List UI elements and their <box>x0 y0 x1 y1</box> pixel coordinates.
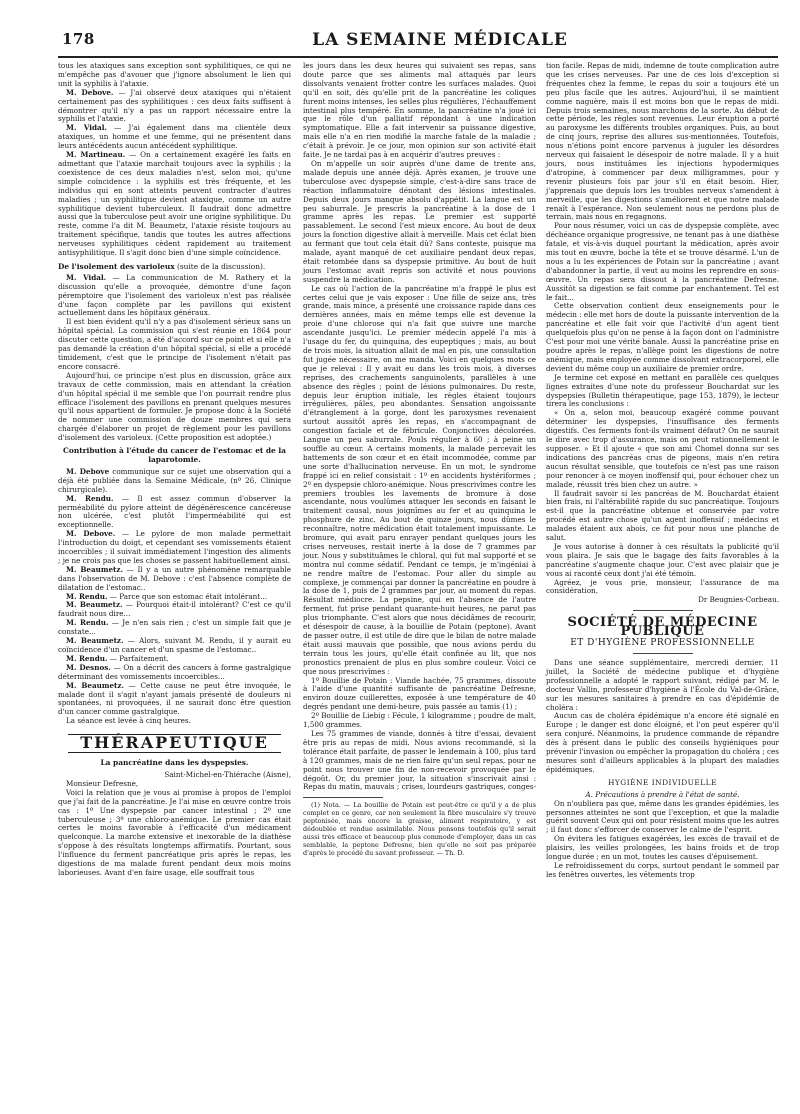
speaker-name: M. Vidal. <box>66 123 107 133</box>
paragraph: Aucun cas de choléra épidémique n'a encore été signalé en Europe ; le danger est donc éloigné, et l'on peut espérer qu'il sera conjuré. Néanmoins, la prudence commande de répandre dès à présent dans le public des conseils hygiéniques pour prévenir l'invasion ou empêcher la propagation du choléra ; ces mesures sont d'ailleurs applicables à la plupart des maladies épidémiques. <box>546 711 779 774</box>
letter-salutation: Monsieur Defresne, <box>66 778 139 788</box>
speaker-name: M. Beaumetz. <box>66 680 124 690</box>
speaker-name: M. Desnos. <box>66 662 111 672</box>
quotation: « On a, selon moi, beaucoup exagéré comme pouvant déterminer les dyspepsies, l'insuffisance des ferments digestifs. Ces ferments font-ils vraiment défaut? On ne saurait le dire avec trop d'assurance, mais on peut rationnellement le supposer. » Et il ajoute « que son ami Chomel donna sur ses indications des pancréas crus de pigeons, mais n'en retira aucun résultat sensible, que toutefois ce n'est pas une raison pour renoncer à ce moyen inoffensif qui, pour échouer chez un malade, réussit très bien chez un autre. » <box>546 408 779 489</box>
paragraph <box>58 664 291 682</box>
speech-text: — Parce que son estomac était intolérant... <box>107 591 268 601</box>
speech-text: — Parfaitement. <box>107 653 169 663</box>
paragraph: Voici la relation que je vous ai promise à propos de l'emploi que j'ai fait de la pancréatine. Je l'ai mise en œuvre contre trois cas : 1º Une dyspepsie par cancer intestinal ; 2º une tuberculeuse ; 3º une chloro-anémique. Le premier cas était certes le moins favorable à l'efficacité d'un médicament quelconque. La marche extensive et inexorable de la diathèse s'oppose à des résultats longtemps affirmatifs. Pourtant, sous l'influence du ferment pancréatique pris après le repas, les digestions de ma malade furent pendant deux mois moins laborieuses. Avant d'en faire usage, elle souffrait tous <box>58 787 291 877</box>
speech-text: — Cette cause ne peut être invoquée, le malade dont il s'agit n'ayant jamais présenté de douleurs ni spontanées, ni provoquées, il ne saurait donc être question d'un cancer comme gastralgique. <box>58 680 292 717</box>
paragraph <box>58 495 291 531</box>
paragraph: On m'appelle un soir auprès d'une dame de trente ans, malade depuis une année déjà. Après examen, je trouve une tuberculose avec dyspepsie simple, c'est-à-dire sans trace de réaction inflammatoire dénotant des lésions intestinales. Depuis deux jours manque absolu d'appétit. La langue est un peu saburrale. Je prescris la pancréatine à la dose de 1 gramme après les repas. Le premier est supporté passablement. Le second l'est mieux encore. Au bout de deux jours la fonction digestive allait à merveille. Mais cet éclat bien au fermant que tout cela était dû? Sans conteste, puisque ma malade, ayant manqué de cet auxiliaire pendant deux repas, était retombée dans sa dyspepsie primitive. Au bout de huit jours l'estomac avait repris son activité et nous pouvions suspendre la médication. <box>303 158 536 284</box>
speech-text: — On a certainement exagéré les faits en admettant que l'ataxie marchait toujours avec la syphilis ; la coexistence de ces deux maladies n'est, selon moi, qu'une simple coïncidence : la syphilis est très fréquente, et les individus qui en sont atteints peuvent contracter d'autres maladies ; un syphilitique devient ataxique, comme un autre syphilitique devient tuberculeux. Il faudrait donc admettre aussi que la tuberculose peut avoir une origine syphilitique. Du reste, comme l'a dit M. Beaumetz, l'ataxie résiste toujours au traitement spécifique, tandis que toutes les autres affections nerveuses syphilitiques cèdent rapidement au traitement antisyphilitique. Il s'agit donc bien d'une simple coïncidence. <box>58 150 291 258</box>
paragraph <box>58 566 291 593</box>
speaker-name: M. Beaumetz. <box>66 600 123 610</box>
speech-text: communique sur ce sujet une observation qui a déjà été publiée dans la Semaine Médicale, (nº 26, Clinique chirurgicale). <box>58 466 291 494</box>
paragraph: Agréez, je vous prie, monsieur, l'assurance de ma considération, <box>546 577 779 596</box>
divider <box>633 610 693 611</box>
article-subtitle: La pancréatine dans les dyspepsies. <box>100 758 249 768</box>
society-subtitle: ET D'HYGIÈNE PROFESSIONNELLE <box>570 638 755 649</box>
paragraph: Cette observation contient deux enseignements pour le médecin : elle met hors de doute la puissante intervention de la pancréatine et elle fait voir que l'activité d'un agent tient quelquefois plus qu'on ne pense à la façon dont on l'administre C'est pour moi une vérité banale. Aussi la pancréatine prise en poudre après le repas, n'allège point les digestions de notre anémique, mais employée comme dissolvant extracorporel, elle devient du même coup un auxiliaire de premier ordre. <box>546 301 779 373</box>
speech-text: — Pourquoi était-il intolérant? C'est ce qu'il faudrait nous dire... <box>58 600 291 619</box>
letter-place: Saint-Michel-en-Thiérache (Aisne), <box>164 769 291 779</box>
speaker-name: M. Rendu. <box>66 618 109 628</box>
paragraph <box>58 274 291 319</box>
speech-text: — Je n'en sais rien ; c'est un simple fait que je constate... <box>58 618 291 637</box>
paragraph: Le refroidissement du corps, surtout pendant le sommeil par les fenêtres ouvertes, les vêtements trop <box>546 860 779 879</box>
speaker-name: M. Vidal. <box>66 272 107 282</box>
footnote: (1) Nota. — La bouillie de Potain est peut-être ce qu'il y a de plus complet en ce genre, car non seulement la fibre musculaire s'y trouve peptonisée, mais encore la graisse, aliment respiratoire, y est dédoublée et rendue assimilable. Nous pensons toutefois qu'il serait aussi très efficace et beaucoup plus commode d'employer, dans un cas semblable, la peptone Defresne, bien qu'elle ne soit pas préparée d'après le procédé du savant professeur. — Th. D. <box>303 801 536 858</box>
paragraph: Pour nous résumer, voici un cas de dyspepsie complète, avec déchéance organique progressive, ne tenant pas à une diathèse fatale, et vis-à-vis duquel pourtant la médication, après avoir mis tout en œuvre, boche la tête et se trouve désarmé. L'un de nous a lu les expériences de Potain sur la pancréatine ; avant d'abandonner la partie, il veut au moins les reprendre en sous-œuvre. Un repas sera dissout à la pancréatine Defresne. Aussitôt sa digestion se fait comme par enchantement. Tel est le fait... <box>546 221 779 302</box>
speaker-name: M. Martineau. <box>66 150 126 160</box>
paragraph <box>58 124 291 151</box>
section-title: De l'isolement des varioleux <box>58 261 175 271</box>
paragraph <box>58 682 291 718</box>
subsection-heading: A. Précautions à prendre à l'état de santé. <box>585 789 740 799</box>
paragraph: tous les ataxiques sans exception sont syphilitiques, ce qui ne m'empêche pas d'avouer que j'ignore absolument le lien qui unit la syphilis à l'ataxie. <box>58 61 291 88</box>
paragraph: Il faudrait savoir si les pancréas de M. Bouchardat étaient bien frais, ni l'altérabilité rapide du suc pancréatique. Toujours est-il que la pancréatine obtenue et conservée par votre procédé est autre chose qu'un agent inoffensif ; médecins et malades étaient aux abois, ce fut pour nous une planche de salut. <box>546 488 779 543</box>
section-suffix: (suite de la discussion). <box>174 261 266 271</box>
paragraph <box>58 151 291 258</box>
paragraph: les jours dans les deux heures qui suivaient ses repas, sans doute parce que ses aliments mal attaqués par leurs dissolvants venaient frotter contre les surfaces malades. Quoi qu'il en soit, dès qu'elle prit de la pancréatine les coliques furent moins intenses, les selles plus régulières, l'échauffement intestinal plus tempéré. En somme, la pancréatine n'a joué ici que le rôle d'un palliatif répondant à une indication symptomatique. Elle a fait intervenir sa puissance digestive, mais elle n'a en rien modifié la marche fatale de la maladie ; c'était à prévoir. Je ce jour, mon opinion sur son activité était faite. Je ne tardai pas à en acquérir d'autres preuves : <box>303 61 536 160</box>
paragraph: Je termine cet exposé en mettant en parallèle ces quelques lignes extraites d'une note du professeur Bouchardat sur les dyspepsies (Bulletin thérapeutique, page 153, 1879), le lecteur tirera les conclusions : <box>546 372 779 409</box>
speech-text: — Il est assez commun d'observer la perméabilité du pylore atteint de dégénérescence cancéreuse non ulcérée, c'est plutôt l'imperméabilité qui est exceptionnelle. <box>58 493 291 530</box>
speaker-name: M. Rendu. <box>66 653 108 663</box>
therapeutique-title: THÉRAPEUTIQUE <box>68 734 281 753</box>
page-number: 178 <box>62 30 95 48</box>
divider <box>633 653 693 654</box>
paragraph: On n'oubliera pas que, même dans les grandes épidémies, les personnes atteintes ne sont que l'exception, et que la maladie guérit souvent Ceux qui ont pour résistent moins que les autres ; il faut donc s'efforcer de conserver le calme de l'esprit. <box>546 798 779 835</box>
paragraph: Il est bien évident qu'il n'y a pas d'isolement sérieux sans un hôpital spécial. La commission qui s'est réunie en 1864 pour discuter cette question, a été d'accord sur ce point et si elle n'a pas demandé la création d'un hôpital spécial, si elle a procédé timidement, c'est que le principe de l'isolement n'était pas encore consacré. <box>58 317 291 371</box>
paragraph: tion facile. Repas de midi, indemne de toute complication autre que les crises nerveuses. Par une de ces lois d'exception si fréquentes chez la femme, le repas du soir a toujours été un peu plus facile que les autres. Aujourd'hui, il se maintient comme naguère, mais il est moins bon que le repas de midi. Depuis trois semaines, nous marchons de la sorte. Au début de cette période, les règles sont revenues. Leur éruption a porté au paroxysme les différents troubles organiques. Puis, au bout de cinq jours, reprise des allures sus-mentionnées. Toutefois, nous n'étions point encore parvenus à juguler les désordres nerveux qui faisaient le désespoir de notre malade. Il y a huit jours, nous instituâmes les injections hypodermiques d'atropine, à commencer par deux milligrammes, pour y revenir plusieurs fois par jour s'il en était besoin. Hier, j'apprenais que depuis lors les troubles nerveux s'amendent à merveille, que les digestions s'améliorent et que notre malade renaît à l'espérance. Non seulement nous ne perdons plus de terrain, mais nous en regagnons. <box>546 61 779 222</box>
paragraph: La séance est levée à cinq heures. <box>66 716 191 726</box>
paragraph: Je vous autorise à donner à ces résultats la publicité qu'il vous plaira. Je sais que le bagage des faits favorables à la pancréatine s'augmente chaque jour. C'est avec plaisir que je vous ai raconté ceux dont j'ai été témoin. <box>546 541 779 578</box>
section-heading: Contribution à l'étude du cancer de l'estomac et de la laparotomie. <box>63 446 286 464</box>
footnote-rule <box>303 797 383 798</box>
prescription-item: 2º Bouillie de Liebig : Fécule, 1 kilogramme ; poudre de malt, 1,500 grammes. <box>303 711 536 730</box>
paragraph: Aujourd'hui, ce principe n'est plus en discussion, grâce aux travaux de cette commission, mais en attendant la création d'un hôpital spécial il me semble que l'on pourrait rendre plus efficace l'isolement des pavillons en prenant quelques mesures qu'il nous appartient de formuler. Je propose donc à la Société de nommer une commission de douze membres qui sera chargée d'élaborer un projet de règlement pour les pavillons d'isolement des varioleux. (Cette proposition est adoptée.) <box>58 370 291 443</box>
speech-text: — J'ai observé deux ataxiques qui n'étaient certainement pas des syphilitiques : ces deux faits suffisent à démontrer qu'il n'y a pas un rapport nécessaire entre la syphilis et l'ataxie. <box>58 87 291 124</box>
speaker-name: M. Rendu. <box>66 493 114 503</box>
speaker-name: M. Debove. <box>66 87 114 97</box>
speech-text: — Le pylore de mon malade permettait l'introduction du doigt, et cependant ses vomissements étaient incoercibles ; il suivait immédiatement l'ingestion des aliments ; je ne crois pas que les choses se passent habituellement ainsi. <box>58 529 291 565</box>
speech-text: — La communication de M. Rathery et la discussion qu'elle a provoquée, démontre d'une façon péremptoire que l'isolement des varioleux n'est pas réalisée d'une façon complète par les pavillons qui existent actuellement dans les hôpitaux généraux. <box>58 272 292 318</box>
paragraph: On évitera les fatigues exagérées, les excès de travail et de plaisirs, les veilles prolongées, les bains froids et de trop longue durée ; en un mot, toutes les causes d'épuisement. <box>546 834 779 862</box>
paragraph <box>58 468 291 495</box>
speaker-name: M. Debove. <box>66 529 116 539</box>
paragraph <box>58 89 291 125</box>
paragraph <box>58 619 291 637</box>
header-rule <box>58 56 778 58</box>
paragraph: Dans une séance supplémentaire, mercredi dernier, 11 juillet, la Société de médecine publique et d'hygiène professionnelle a adopté le rapport suivant, rédigé par M. le docteur Vallin, professeur d'hygiène à l'École du Val-de-Grâce, sur les mesures sanitaires à prendre en cas d'épidémie de choléra : <box>546 658 779 712</box>
paragraph <box>58 601 291 619</box>
paragraph: Les 75 grammes de viande, donnés à titre d'essai, devaient être pris au repas de midi. Nous avions recommandé, si la tolérance était parfaite, de passer le lendemain à 100, plus tard à 120 grammes, mais de ne rien faire qu'un seul repas, pour ne point nous trouver une fin de non-recevoir provoquée par le dégoût. Or, du premier jour, la situation s'inscrivait ainsi : Repas du matin, mauvais ; crises, lourdeurs gastriques, conges- <box>303 728 537 792</box>
column-2 <box>303 62 536 857</box>
signature: Dr Beugnies-Corbeau. <box>698 595 779 605</box>
speech-text: — J'ai également dans ma clientèle deux ataxiques, un homme et une femme, qui ne présentent dans leurs antécédents aucun antécédent syphilitique. <box>58 123 291 151</box>
column-1 <box>58 62 291 878</box>
paragraph <box>58 530 291 566</box>
speaker-name: M. Debove <box>66 466 110 476</box>
section-heading <box>58 263 291 272</box>
speech-text: — Il y a un autre phénomène remarquable dans l'observation de M. Debove : c'est l'absence complète de dilatation de l'estomac.. <box>58 564 291 592</box>
speaker-name: M. Beaumetz. <box>66 564 123 574</box>
paragraph: Le cas où l'action de la pancréatine m'a frappé le plus est certes celui que je vais exposer : Une fille de seize ans, très grande, mais mince, a présenté une croissance rapide dans ces dernières années, mais en même temps elle est devenue la proie d'une chlorose qui n'a fait que suivre une marche ascendante jusqu'ici. Le premier médecin appelé l'a mis à l'usage du fer, du quinquina, des eupeptiques ; mais, au bout de trois mois, la situation allait de mal en pis, une consultation fut jugée nécessaire, on me manda. Voici en quelques mots ce que je relevai : Il y avait eu dans les trois mois, à diverses reprises, des crachements sanguinolents, parallèles à une absence des règles ; point de lésions pulmonaires. Du reste, depuis leur éruption initiale, les règles étaient toujours irrégulières, pâles, peu abondantes. Sensation angoissante d'étranglement à la gorge, dont les paroxysmes revenaient surtout aussitôt après les repas, en s'accompagnant de congestion faciale et de fébricule. Conjonctives décolorées. Langue un peu saburrale. Pouls régulier à 60 ; à peine un souffle au cœur. A certains moments, la malade percevait les battements de son cœur et en était incommodée, comme par une sorte d'hallucination nerveuse. En un mot, le syndrome frappé ici en relief consistait : 1º en accidents hystériformes ; 2º en dyspepsie chloro-anémique. Nous prescrivîmes contre les premiers troubles les lavements de bromure à dose ascendante, nous voulûmes attaquer les seconds en faisant le traitement causal, nous joignîmes au fer et au quinquina le phosphure de zinc. Au bout de quinze jours, nous dûmes le reconnaître, notre médication était totalement impuissante. Le bromure, qui avait paru enrayer pendant quelques jours les crises nerveuses, restait inerte à la dose de 7 grammes par jour. Nous y substituâmes le chloral, qui fut mal supporté et se montra nul comme sédatif. Pendant ce temps, je m'ingéniai à ne rendre maître de l'estomac. Pour aller du simple au complexe, je commençai par donner la pancréatine en poudre à la dose de 1, puis de 2 grammes par jour, au moment du repas. Résultat médiocre. La pepsine, qui en l'absence de l'autre ferment, fut prise pendant quarante-huit heures, ne parut pas plus triomphante. C'est alors que nous décidâmes de recourir, et désespoir de cause, à la bouillie de Potain (peptone). Avant de passer outre, il est utile de dire que le bilan de notre malade était aussi mauvais que possible, que nous avions perdu du terrain tous les jours, qu'elle était confinée au lit, que nos pronostics prenaient de plus en plus sombre couleur. Voici ce que nous prescrivîmes : <box>303 283 536 676</box>
paragraph <box>58 637 291 655</box>
speech-text: — Alors, suivant M. Rendu, il y aurait eu coïncidence d'un cancer et d'un spasme de l'estomac.. <box>58 636 291 654</box>
speech-text: — On a décrit des cancers à forme gastralgique déterminant des vomissements incoercibles... <box>58 662 291 681</box>
society-title: SOCIÉTÉ DE MÉDECINE PUBLIQUE <box>567 615 758 640</box>
therapeutique-title-block <box>58 734 291 753</box>
section-heading: HYGIÈNE INDIVIDUELLE <box>607 777 717 787</box>
speaker-name: M. Rendu. <box>66 591 108 601</box>
prescription-item: 1º Bouillie de Potain : Viande hachée, 75 grammes, dissoute à l'aide d'une quantité suffisante de pancréatine Defresne, environ douze cuillerettes, exposée à une température de 40 degrés pendant une demi-heure, puis passée au tamis (1) ; <box>303 675 536 712</box>
journal-title: LA SEMAINE MÉDICALE <box>312 30 568 50</box>
speaker-name: M. Beaumetz. <box>66 636 124 646</box>
column-3 <box>546 62 779 880</box>
